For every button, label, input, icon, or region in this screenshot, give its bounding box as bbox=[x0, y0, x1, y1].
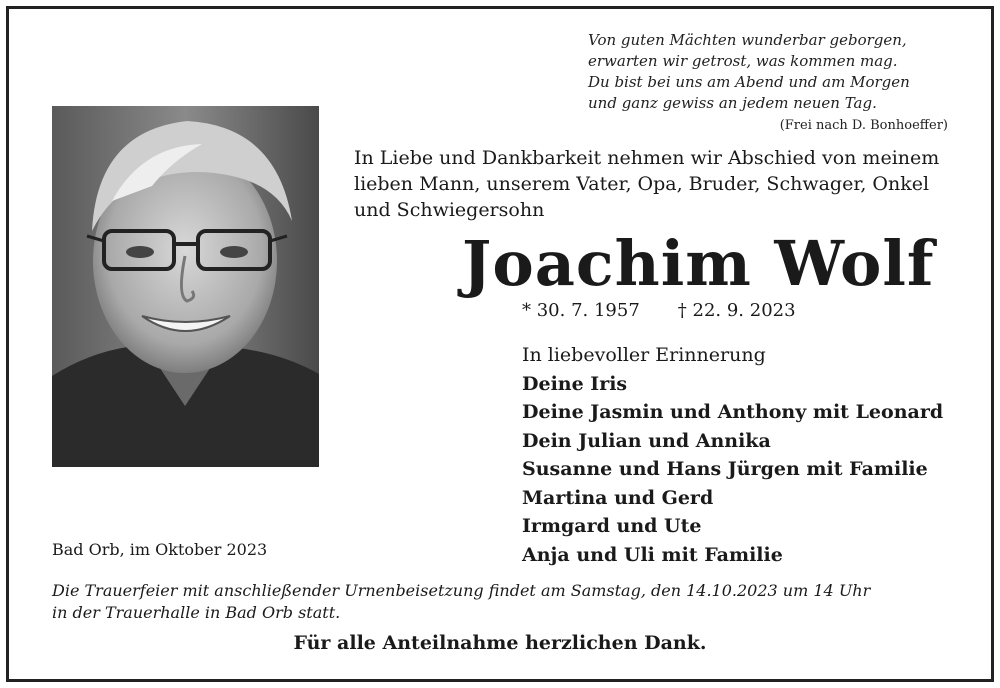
intro-line: und Schwiegersohn bbox=[354, 199, 545, 221]
thanks-line: Für alle Anteilnahme herzlichen Dank. bbox=[293, 632, 707, 654]
intro-text bbox=[354, 145, 964, 223]
ceremony-line: Die Trauerfeier mit anschließender Urnenbeisetzung findet am Samstag, den 14.10.2023 um 14 Uhr bbox=[52, 581, 871, 600]
family-member: Deine Iris bbox=[522, 372, 628, 395]
place-date: Bad Orb, im Oktober 2023 bbox=[52, 540, 268, 559]
ceremony-line: in der Trauerhalle in Bad Orb statt. bbox=[52, 603, 341, 622]
ceremony-info bbox=[52, 580, 982, 624]
family-lead: In liebevoller Erinnerung bbox=[522, 344, 766, 366]
poem bbox=[588, 30, 948, 136]
family-member: Deine Jasmin und Anthony mit Leonard bbox=[522, 401, 944, 423]
intro-line: In Liebe und Dankbarkeit nehmen wir Abschied von meinem bbox=[354, 147, 940, 169]
poem-line: Du bist bei uns am Abend und am Morgen bbox=[588, 73, 910, 91]
poem-line: Von guten Mächten wunderbar geborgen, bbox=[588, 31, 907, 49]
poem-line: erwarten wir getrost, was kommen mag. bbox=[588, 52, 898, 70]
family-member: Susanne und Hans Jürgen mit Familie bbox=[522, 458, 928, 480]
poem-line: und ganz gewiss an jedem neuen Tag. bbox=[588, 94, 877, 112]
family-member: Martina und Gerd bbox=[522, 486, 714, 509]
intro-line: lieben Mann, unserem Vater, Opa, Bruder, Schwager, Onkel bbox=[354, 173, 930, 195]
family-list bbox=[522, 341, 962, 569]
death-date: † 22. 9. 2023 bbox=[677, 300, 796, 321]
birth-date: * 30. 7. 1957 bbox=[522, 300, 640, 321]
family-member: Dein Julian und Annika bbox=[522, 429, 771, 452]
poem-credit: (Frei nach D. Bonhoeffer) bbox=[779, 118, 948, 133]
family-member: Anja und Uli mit Familie bbox=[522, 543, 783, 566]
life-dates bbox=[522, 300, 796, 321]
deceased-name: Joachim Wolf bbox=[462, 227, 935, 300]
portrait-photo bbox=[52, 106, 319, 467]
family-member: Irmgard und Ute bbox=[522, 515, 702, 537]
